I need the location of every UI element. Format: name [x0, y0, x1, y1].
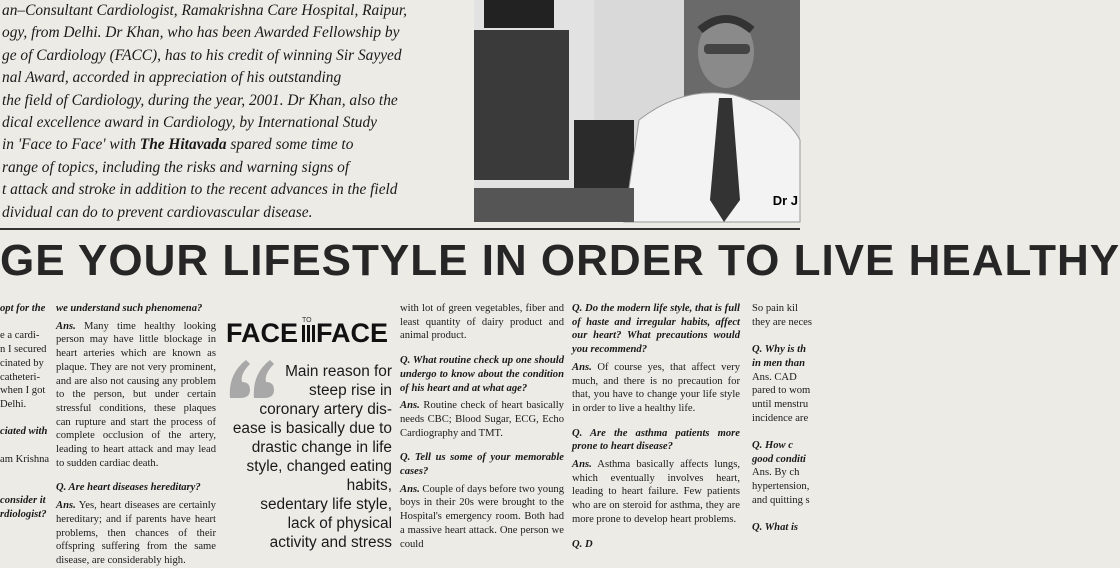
answer-label: Ans.	[572, 361, 592, 373]
doctor-photo	[474, 0, 800, 222]
answer-label: Ans.	[56, 500, 76, 512]
col1-line: e a cardi-	[0, 330, 40, 342]
answer-label: Ans.	[400, 483, 420, 495]
intro-line: ge of Cardiology (FACC), has to his credit of winning Sir Sayyed	[2, 46, 402, 64]
intro-paragraph	[0, 0, 470, 222]
col6-line	[752, 329, 800, 343]
col6-line: Ans. CAD	[752, 371, 797, 383]
col1-line	[0, 466, 46, 480]
pull-quote-line: coronary artery dis-	[259, 401, 392, 418]
answer-text: Many time healthy looking person may have little blockage in heart arteries which are known as plaque. They are not very prominent, and are also not causing any problem to the person, but under certain stressful conditions, these plaques can rupture and start the process of complete occlusion of the artery, leading to heart attack and may lead to sudden cardiac death.	[56, 320, 216, 469]
question: Q. Are the asthma patients more prone to heart disease?	[572, 427, 740, 453]
pull-quote-line: lack of physical	[287, 515, 392, 532]
col1-line: rdiologist?	[0, 508, 47, 520]
answer-text: Of course yes, that affect very much, and there is no precaution for that, you have to change your life style in order to live a healthy life.	[572, 361, 740, 414]
col6-line: until menstru	[752, 398, 809, 410]
intro-line: ogy, from Delhi. Dr Khan, who has been Awarded Fellowship by	[2, 24, 400, 42]
logo-face-left: FACE	[226, 318, 299, 348]
question: Q. Tell us some of your memorable cases?	[400, 452, 564, 478]
logo-bar	[302, 325, 305, 342]
col6-line: Q. What is	[752, 522, 799, 534]
headline: GE YOUR LIFESTYLE IN ORDER TO LIVE HEALTHY	[0, 236, 1120, 285]
col6-line: So pain kil	[752, 303, 798, 314]
col6-line: Q. Why is th	[752, 344, 806, 356]
intro-line: dical excellence award in Cardiology, by International Study	[2, 114, 377, 132]
col6-line: incidence are	[752, 412, 809, 424]
answer-label: Ans.	[572, 459, 592, 471]
col6-line	[752, 425, 800, 439]
col1-line: consider it	[0, 494, 46, 506]
question: Q. What routine check up one should undergo to know about the condition of his heart and at what age?	[400, 355, 564, 394]
pull-quote-line: ease is basically due to	[232, 420, 392, 437]
col1-line: am Krishna	[0, 453, 50, 465]
answer-text: with lot of green vegetables, fiber and least quantity of dairy product and animal product.	[400, 303, 564, 342]
headline-rule	[0, 228, 800, 230]
col6-line: and quitting s	[752, 494, 810, 506]
intro-line: an–Consultant Cardiologist, Ramakrishna Care Hospital, Raipur,	[2, 2, 408, 19]
pull-quote-line: sedentary life style,	[260, 496, 392, 513]
col6-line: pared to wom	[752, 385, 811, 397]
question: we understand such phenomena?	[56, 303, 203, 314]
doctor-portrait-image	[474, 0, 800, 222]
col1-line: ciated with	[0, 426, 48, 438]
answer-text: Routine check of heart basically needs CBC; Blood Sugar, ECG, Echo Cardiography and TMT.	[400, 400, 564, 439]
column-1	[0, 302, 50, 533]
column-4	[400, 302, 564, 550]
col6-line: Q. How c	[752, 440, 793, 452]
col6-line: they are neces	[752, 316, 812, 328]
column-5	[572, 302, 740, 550]
question: Q. D	[572, 538, 593, 550]
col6-line: in men than	[752, 357, 805, 369]
col1-line	[0, 480, 46, 494]
col1-line: opt for the	[0, 303, 46, 314]
col6-line: good conditi	[752, 453, 806, 465]
logo-bar	[312, 325, 315, 342]
pull-quote	[224, 352, 392, 551]
pull-quote-line: style, changed eating	[246, 458, 392, 475]
pull-quote-line: habits,	[346, 477, 392, 494]
question: Q. Are heart diseases hereditary?	[56, 482, 201, 494]
logo-face-right: FACE	[316, 318, 389, 348]
answer-text: Asthma basically affects lungs, which eventually involves heart, leading to heart failure. Few patients who are on steroid for asthma, they are more prone to develop heart problems.	[572, 459, 740, 525]
question: Q. Do the modern life style, that is full of haste and irregular habits, affect our heart? What precautions would you recommend?	[572, 303, 740, 356]
col6-line: hypertension,	[752, 481, 810, 493]
col6-line	[752, 508, 800, 522]
pull-quote-line: steep rise in	[309, 382, 392, 399]
column-2	[56, 302, 216, 566]
intro-line: t attack and stroke in addition to the recent advances in the field	[2, 181, 398, 199]
col1-line: cinated by	[0, 357, 44, 369]
answer-text: Yes, heart diseases are certainly hereditary; and if parents have heart problems, then chances of their offspring suffering from the same disease, are considerably high.	[56, 500, 216, 566]
pull-quote-text	[224, 362, 392, 552]
pull-quote-line: Main reason for	[285, 363, 392, 380]
intro-line: dividual can do to prevent cardiovascular disease.	[2, 203, 313, 221]
answer-label: Ans.	[56, 320, 76, 332]
intro-line: the field of Cardiology, during the year, 2001. Dr Khan, also the	[2, 91, 398, 109]
col1-line: n I secured	[0, 344, 47, 356]
pull-quote-line: activity and stress	[269, 534, 392, 551]
col1-line: catheteri-	[0, 371, 40, 383]
intro-line: nal Award, accorded in appreciation of his outstanding	[2, 69, 342, 87]
publication-name: The Hitavada	[139, 136, 227, 154]
column-6	[752, 302, 812, 534]
col1-line	[0, 412, 46, 426]
col1-line: when I got	[0, 385, 46, 397]
pull-quote-line: drastic change in life	[251, 439, 392, 456]
col1-line: Delhi.	[0, 398, 27, 410]
answer-text: Couple of days before two young boys in their 20s were brought to the Hospital's emergency room. Both had a massive heart attack. One person we could	[400, 483, 564, 550]
intro-line: in 'Face to Face' with The Hitavada spared some time to	[2, 136, 354, 154]
photo-caption: Dr J	[772, 193, 798, 208]
col6-line: Ans. By ch	[752, 467, 800, 479]
col1-line	[0, 439, 46, 453]
answer-label: Ans.	[400, 400, 420, 412]
intro-line: range of topics, including the risks and warning signs of	[2, 158, 350, 176]
col1-line	[0, 316, 46, 330]
face-to-face-logo	[226, 312, 389, 348]
logo-to: TO	[302, 317, 312, 324]
logo-bar	[307, 325, 310, 342]
